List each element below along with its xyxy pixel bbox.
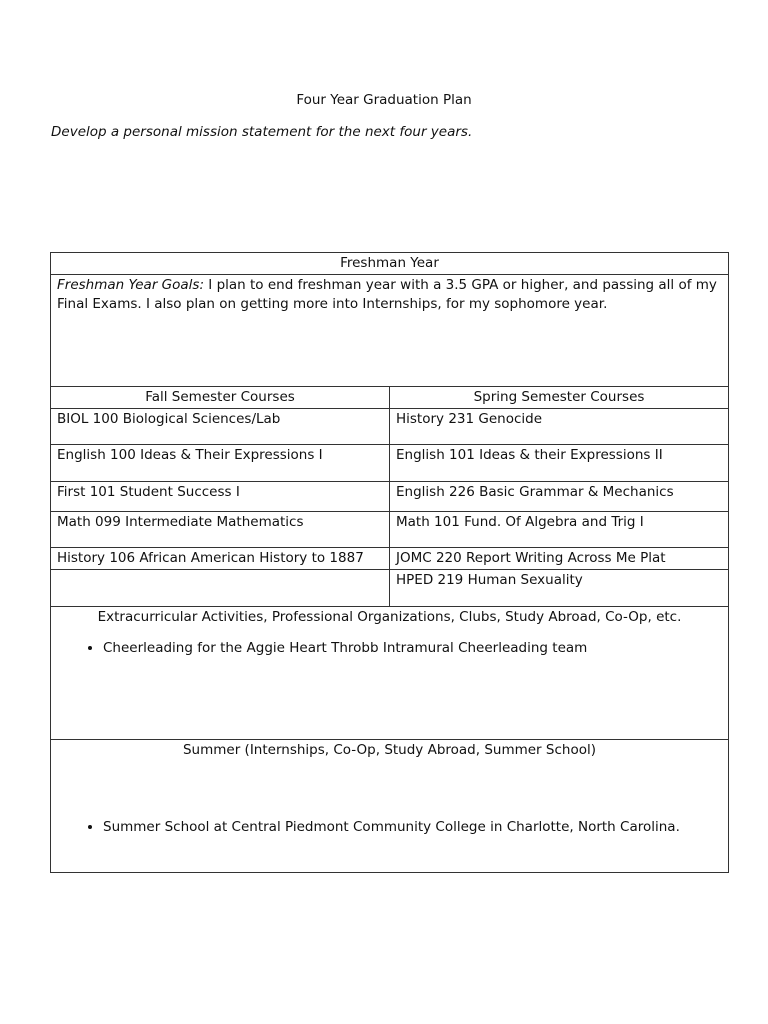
- course-row: [51, 512, 729, 548]
- summer-list: [57, 818, 722, 837]
- spring-course: English 101 Ideas & their Expressions II: [390, 445, 729, 482]
- fall-course: History 106 African American History to 1887: [51, 548, 390, 570]
- mission-statement-prompt: Develop a personal mission statement for the next four years.: [51, 124, 473, 140]
- spring-semester-header: Spring Semester Courses: [390, 387, 729, 409]
- course-row: [51, 482, 729, 512]
- spring-course: HPED 219 Human Sexuality: [390, 570, 729, 607]
- freshman-goals-label: Freshman Year Goals:: [57, 277, 204, 293]
- summer-header: Summer (Internships, Co-Op, Study Abroad, Summer School): [182, 742, 596, 758]
- course-row: [51, 409, 729, 445]
- spring-course: Math 101 Fund. Of Algebra and Trig I: [390, 512, 729, 548]
- course-row: [51, 548, 729, 570]
- freshman-year-header: Freshman Year: [51, 253, 729, 275]
- extracurricular-header: Extracurricular Activities, Professional Organizations, Clubs, Study Abroad, Co-Op, etc.: [97, 609, 682, 625]
- freshman-year-table: [50, 252, 729, 873]
- freshman-goals-text: I plan to end freshman year with a 3.5 GPA or higher, and passing all of my Final Exams. I also plan on getting more into Internships, for my sophomore year.: [57, 277, 717, 312]
- page-title: Four Year Graduation Plan: [296, 92, 472, 108]
- fall-course: [51, 570, 390, 607]
- summer-item: • Summer School at Central Piedmont Community College in Charlotte, North Carolina.: [103, 818, 722, 837]
- freshman-goals-cell: [51, 275, 729, 387]
- extracurricular-item: • Cheerleading for the Aggie Heart Throbb Intramural Cheerleading team: [103, 639, 722, 658]
- extracurricular-list: [57, 639, 722, 658]
- fall-course: BIOL 100 Biological Sciences/Lab: [51, 409, 390, 445]
- fall-course: First 101 Student Success I: [51, 482, 390, 512]
- fall-course: Math 099 Intermediate Mathematics: [51, 512, 390, 548]
- spring-course: JOMC 220 Report Writing Across Me Plat: [390, 548, 729, 570]
- course-row: [51, 570, 729, 607]
- summer-cell: [51, 740, 729, 873]
- spring-course: English 226 Basic Grammar & Mechanics: [390, 482, 729, 512]
- course-row: [51, 445, 729, 482]
- extracurricular-cell: [51, 607, 729, 740]
- spring-course: History 231 Genocide: [390, 409, 729, 445]
- fall-course: English 100 Ideas & Their Expressions I: [51, 445, 390, 482]
- fall-semester-header: Fall Semester Courses: [51, 387, 390, 409]
